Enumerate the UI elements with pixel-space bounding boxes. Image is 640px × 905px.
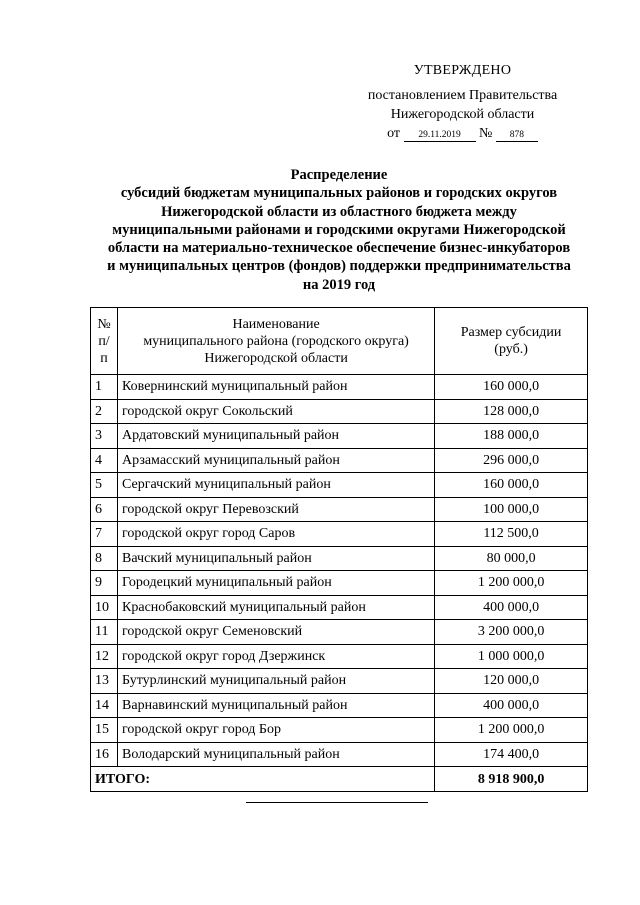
row-name: городской округ Перевозский: [118, 497, 435, 522]
header-number: № п/п: [91, 308, 118, 375]
row-amount: 160 000,0: [435, 473, 588, 498]
row-number: 4: [91, 448, 118, 473]
row-name: Арзамасский муниципальный район: [118, 448, 435, 473]
row-number: 12: [91, 644, 118, 669]
title-line: Распределение: [290, 167, 388, 183]
row-name: Ковернинский муниципальный район: [118, 375, 435, 400]
row-number: 7: [91, 522, 118, 547]
approval-heading: УТВЕРЖДЕНО: [413, 63, 512, 78]
row-amount: 296 000,0: [435, 448, 588, 473]
row-name: Бутурлинский муниципальный район: [118, 669, 435, 694]
title-line: муниципальными районами и городскими округами Нижегородской: [112, 221, 566, 238]
approval-number-sign: №: [479, 126, 493, 141]
row-amount: 100 000,0: [435, 497, 588, 522]
row-number: 6: [91, 497, 118, 522]
table-row: [91, 644, 588, 669]
row-name: городской округ Семеновский: [118, 620, 435, 645]
table-row: [91, 620, 588, 645]
row-number: 15: [91, 718, 118, 743]
row-name: городской округ город Бор: [118, 718, 435, 743]
approval-number: 878: [496, 129, 538, 142]
row-number: 3: [91, 424, 118, 449]
row-number: 5: [91, 473, 118, 498]
approval-date-prefix: от: [387, 126, 401, 141]
subsidy-table: [90, 307, 588, 792]
table-row: [91, 546, 588, 571]
row-amount: 160 000,0: [435, 375, 588, 400]
title-line: Нижегородской области из областного бюджета между: [161, 203, 517, 220]
row-name: Варнавинский муниципальный район: [118, 693, 435, 718]
row-name: Сергачский муниципальный район: [118, 473, 435, 498]
row-name: Ардатовский муниципальный район: [118, 424, 435, 449]
title-line: области на материально-техническое обеспечение бизнес-инкубаторов: [107, 240, 571, 257]
row-name: городской округ город Дзержинск: [118, 644, 435, 669]
row-number: 14: [91, 693, 118, 718]
header-amount: Размер субсидии (руб.): [435, 308, 588, 375]
total-value: 8 918 900,0: [435, 767, 588, 792]
row-number: 11: [91, 620, 118, 645]
table-row: [91, 718, 588, 743]
title-line: на 2019 год: [302, 276, 376, 293]
row-amount: 3 200 000,0: [435, 620, 588, 645]
table-row: [91, 424, 588, 449]
row-amount: 120 000,0: [435, 669, 588, 694]
total-row: [91, 767, 588, 792]
row-name: Городецкий муниципальный район: [118, 571, 435, 596]
approval-date-line: [355, 124, 570, 143]
table-row: [91, 522, 588, 547]
row-amount: 1 200 000,0: [435, 718, 588, 743]
row-number: 9: [91, 571, 118, 596]
closing-divider: [246, 802, 428, 803]
table-header-row: [91, 308, 588, 375]
header-name: Наименование муниципального района (городского округа) Нижегородской области: [118, 308, 435, 375]
row-amount: 188 000,0: [435, 424, 588, 449]
row-amount: 128 000,0: [435, 399, 588, 424]
row-number: 8: [91, 546, 118, 571]
table-row: [91, 669, 588, 694]
row-amount: 400 000,0: [435, 595, 588, 620]
approval-line-2: Нижегородской области: [390, 107, 535, 122]
row-amount: 80 000,0: [435, 546, 588, 571]
approval-date: 29.11.2019: [404, 129, 476, 142]
row-number: 10: [91, 595, 118, 620]
table-row: [91, 595, 588, 620]
row-amount: 1 000 000,0: [435, 644, 588, 669]
table-row: [91, 473, 588, 498]
title-line: субсидий бюджетам муниципальных районов и городских округов: [120, 185, 558, 202]
approval-line-1: постановлением Правительства: [367, 88, 558, 103]
row-number: 16: [91, 742, 118, 767]
row-number: 13: [91, 669, 118, 694]
row-number: 1: [91, 375, 118, 400]
total-label: ИТОГО:: [91, 767, 435, 792]
row-amount: 174 400,0: [435, 742, 588, 767]
row-amount: 400 000,0: [435, 693, 588, 718]
row-name: городской округ город Саров: [118, 522, 435, 547]
table-row: [91, 497, 588, 522]
table-row: [91, 693, 588, 718]
title-line: и муниципальных центров (фондов) поддержки предпринимательства: [107, 258, 571, 275]
approval-stamp: [355, 61, 570, 143]
document-title: [90, 166, 588, 294]
row-amount: 1 200 000,0: [435, 571, 588, 596]
row-amount: 112 500,0: [435, 522, 588, 547]
row-name: Володарский муниципальный район: [118, 742, 435, 767]
row-name: городской округ Сокольский: [118, 399, 435, 424]
row-name: Вачский муниципальный район: [118, 546, 435, 571]
table-row: [91, 448, 588, 473]
row-number: 2: [91, 399, 118, 424]
table-row: [91, 571, 588, 596]
row-name: Краснобаковский муниципальный район: [118, 595, 435, 620]
table-row: [91, 375, 588, 400]
table-row: [91, 742, 588, 767]
table-row: [91, 399, 588, 424]
